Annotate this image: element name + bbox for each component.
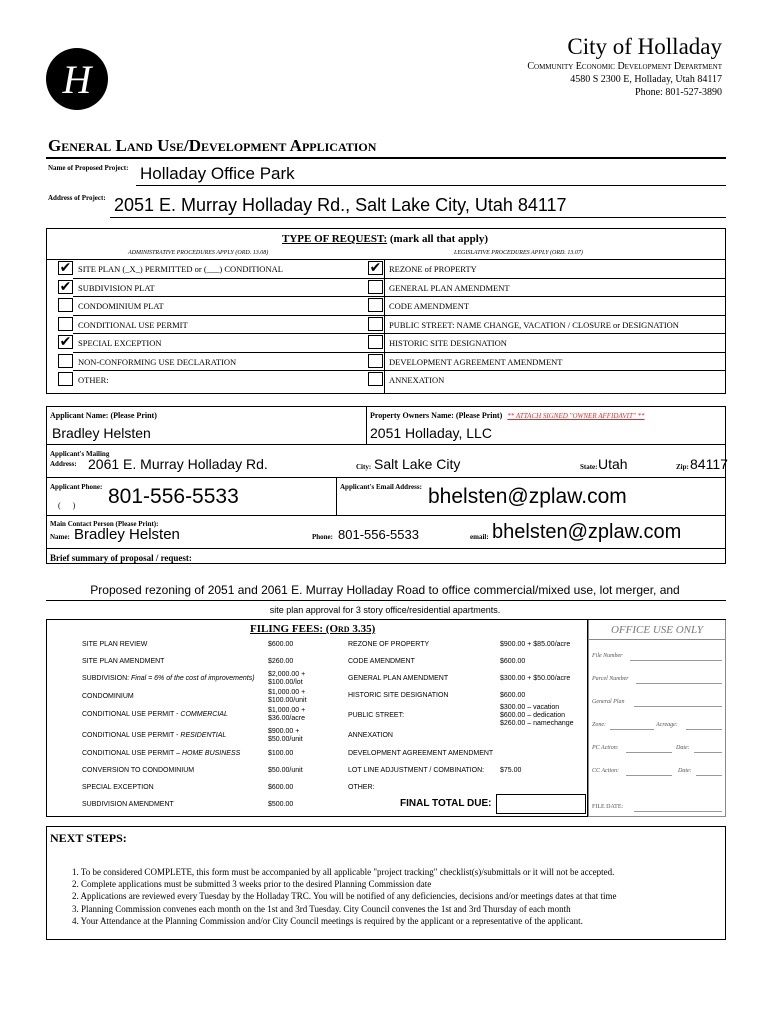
state-label: State: <box>580 463 598 471</box>
city-name: City of Holladay <box>567 34 722 59</box>
logo-letters: H <box>62 56 92 102</box>
next-steps-list <box>72 866 724 927</box>
mailing-label: Applicant's Mailing Address: <box>50 450 110 468</box>
admin-checkbox-3[interactable] <box>58 317 73 331</box>
main-contact-phone-label: Phone: <box>312 533 333 541</box>
admin-checkbox-4[interactable]: ✔ <box>59 334 72 350</box>
fee-left-value-0: $600.00 <box>268 641 294 648</box>
office-general-plan: General Plan <box>592 699 625 705</box>
fee-right-label-2: GENERAL PLAN AMENDMENT <box>348 675 449 682</box>
project-address-label: Address of Project: <box>48 194 106 202</box>
fee-left-label-4: CONDITIONAL USE PERMIT - COMMERCIAL <box>82 711 228 718</box>
fee-left-value-5: $900.00 + $50.00/unit <box>268 728 303 743</box>
legislative-item-label-1: GENERAL PLAN AMENDMENT <box>389 282 510 293</box>
applicant-phone-paren: ( ) <box>58 501 76 510</box>
project-address-field[interactable]: 2051 E. Murray Holladay Rd., Salt Lake City, Utah 84117 <box>114 195 567 215</box>
office-date-2: Date: <box>678 768 692 774</box>
legislative-checkbox-2[interactable] <box>368 298 383 312</box>
city-label: City: <box>356 463 372 471</box>
main-contact-name-field[interactable]: Bradley Helsten <box>74 526 180 543</box>
fee-right-label-3: HISTORIC SITE DESIGNATION <box>348 692 449 699</box>
fee-right-label-1: CODE AMENDMENT <box>348 658 415 665</box>
fee-right-value-0: $900.00 + $85.00/acre <box>500 641 571 648</box>
final-total-field[interactable] <box>496 794 586 814</box>
office-file-number: File Number <box>592 653 623 659</box>
fee-left-value-9: $500.00 <box>268 801 294 808</box>
office-pc-action-line[interactable] <box>626 752 672 753</box>
fee-right-value-7: $75.00 <box>500 767 522 774</box>
next-step-item: 2. Applications are reviewed every Tuesday by the Holladay TRC. You will be notified of any deficiencies, decisions and/or meetings dates at that time <box>72 891 617 902</box>
city-logo <box>46 48 108 110</box>
main-contact-name-label: Name: <box>50 533 70 541</box>
admin-item-label-1: SUBDIVISION PLAT <box>78 282 155 293</box>
fee-left-value-1: $260.00 <box>268 658 294 665</box>
applicant-phone-label: Applicant Phone: <box>50 483 103 491</box>
office-use-box <box>588 620 726 817</box>
next-step-item: 2. Complete applications must be submitted 3 weeks prior to the desired Planning Commission date <box>72 879 432 890</box>
admin-item-label-5: NON-CONFORMING USE DECLARATION <box>78 356 237 367</box>
fee-right-value-2: $300.00 + $50.00/acre <box>500 675 571 682</box>
form-title: General Land Use/Development Application <box>48 136 377 155</box>
next-step-item: 4. Your Attendance at the Planning Commission and/or City Council meetings is required by the applicant or a representative of the applicant. <box>72 915 583 926</box>
fee-left-value-7: $50.00/unit <box>268 767 303 774</box>
fee-right-value-4: $300.00 – vacation $600.00 – dedication $260.00 – namechange <box>500 704 574 727</box>
legislative-checkbox-6[interactable] <box>368 372 383 386</box>
legislative-checkbox-4[interactable] <box>368 335 383 349</box>
admin-item-label-0: SITE PLAN (_X_) PERMITTED or (___) CONDITIONAL <box>78 264 283 274</box>
legislative-item-label-4: HISTORIC SITE DESIGNATION <box>389 338 507 348</box>
property-owner-label: Property Owners Name: (Please Print) ** ATTACH SIGNED "OWNER AFFIDAVIT" ** <box>370 411 645 420</box>
main-contact-phone-field[interactable]: 801-556-5533 <box>338 527 419 542</box>
admin-checkbox-5[interactable] <box>58 354 73 368</box>
fee-right-label-7: LOT LINE ADJUSTMENT / COMBINATION: <box>348 767 485 774</box>
office-zone-line[interactable] <box>610 729 654 730</box>
property-owner-field[interactable]: 2051 Holladay, LLC <box>370 425 492 441</box>
owner-affidavit-note: ** ATTACH SIGNED "OWNER AFFIDAVIT" ** <box>507 412 645 420</box>
office-file-date: FILE DATE: <box>592 804 624 810</box>
next-steps-heading: NEXT STEPS: <box>50 831 127 845</box>
fee-right-label-8: OTHER: <box>348 784 375 791</box>
office-date-1-line[interactable] <box>694 752 722 753</box>
fee-right-value-1: $600.00 <box>500 658 526 665</box>
office-use-heading: OFFICE USE ONLY <box>610 624 704 636</box>
legislative-checkbox-0[interactable]: ✔ <box>369 260 382 276</box>
admin-item-label-2: CONDOMINIUM PLAT <box>78 301 164 311</box>
office-date-2-line[interactable] <box>696 775 722 776</box>
office-acreage: Acreage: <box>656 722 678 728</box>
admin-item-label-4: SPECIAL EXCEPTION <box>78 338 162 348</box>
main-contact-email-label: email: <box>470 533 489 541</box>
title-rule <box>46 157 726 159</box>
fee-left-value-8: $600.00 <box>268 784 294 791</box>
legislative-checkbox-1[interactable] <box>368 280 383 294</box>
office-cc-action: CC Action: <box>592 768 620 774</box>
fee-right-label-5: ANNEXATION <box>348 732 393 739</box>
filing-fees-heading: FILING FEES: (Ord 3.35) <box>250 623 376 635</box>
department-name: Community Economic Development Department <box>527 61 722 72</box>
main-contact-email-field[interactable]: bhelsten@zplaw.com <box>492 521 682 543</box>
admin-item-label-3: CONDITIONAL USE PERMIT <box>78 319 188 330</box>
admin-checkbox-2[interactable] <box>58 298 73 312</box>
fee-left-value-2: $2,000.00 + $100.00/lot <box>268 671 306 686</box>
summary-label: Brief summary of proposal / request: <box>50 553 192 563</box>
fee-right-label-0: REZONE OF PROPERTY <box>348 641 430 648</box>
next-step-item: 1. To be considered COMPLETE, this form must be accompanied by all applicable "project tracking" checklist(s)/submittals or it will not be accepted. <box>72 867 615 877</box>
applicant-email-field[interactable]: bhelsten@zplaw.com <box>428 485 627 508</box>
office-acreage-line[interactable] <box>686 729 722 730</box>
legislative-item-label-3: PUBLIC STREET: NAME CHANGE, VACATION / CLOSURE or DESIGNATION <box>389 319 679 330</box>
office-general-plan-line[interactable] <box>634 706 722 707</box>
office-file-number-line[interactable] <box>630 660 722 661</box>
office-date-1: Date: <box>676 745 690 751</box>
applicant-name-label: Applicant Name: (Please Print) <box>50 411 157 420</box>
fee-left-label-8: SPECIAL EXCEPTION <box>82 784 154 791</box>
legislative-procedures-heading: LEGISLATIVE PROCEDURES APPLY (ORD. 13.07) <box>454 250 583 256</box>
admin-checkbox-6[interactable] <box>58 372 73 386</box>
fee-left-label-7: CONVERSION TO CONDOMINIUM <box>82 767 195 774</box>
state-field[interactable]: Utah <box>598 456 628 472</box>
fee-left-label-5: CONDITIONAL USE PERMIT - RESIDENTIAL <box>82 732 227 739</box>
office-cc-action-line[interactable] <box>626 775 672 776</box>
admin-item-label-6: OTHER: <box>78 375 109 385</box>
admin-checkbox-0[interactable]: ✔ <box>59 260 72 276</box>
admin-procedures-heading: ADMINISTRATIVE PROCEDURES APPLY (ORD. 13.08) <box>128 250 269 256</box>
project-name-label: Name of Proposed Project: <box>48 164 129 172</box>
project-name-field[interactable]: Holladay Office Park <box>140 164 295 183</box>
fee-left-value-6: $100.00 <box>268 750 294 757</box>
fee-right-label-4: PUBLIC STREET: <box>348 712 405 719</box>
legislative-checkbox-3[interactable] <box>368 317 383 331</box>
legislative-item-label-0: REZONE of PROPERTY <box>389 264 477 274</box>
zip-label: Zip: <box>676 463 689 471</box>
fee-left-label-2: SUBDIVISION: Final = 6% of the cost of improvements) <box>82 675 255 682</box>
summary-line-1[interactable]: Proposed rezoning of 2051 and 2061 E. Murray Holladay Road to office commercial/mixed use, lot merger, and <box>90 583 680 597</box>
fee-right-label-6: DEVELOPMENT AGREEMENT AMENDMENT <box>348 750 494 757</box>
city-address: 4580 S 2300 E, Holladay, Utah 84117 <box>570 74 722 85</box>
city-field[interactable]: Salt Lake City <box>374 456 461 472</box>
fee-left-value-4: $1,000.00 + $36.00/acre <box>268 707 306 722</box>
legislative-item-label-2: CODE AMENDMENT <box>389 301 470 311</box>
applicant-phone-field[interactable]: 801-556-5533 <box>108 485 239 508</box>
type-of-request-heading: TYPE OF REQUEST: (mark all that apply) <box>282 233 488 245</box>
fee-left-value-3: $1,000.00 + $100.00/unit <box>268 689 307 704</box>
office-parcel-number: Parcel Number <box>592 676 629 682</box>
fee-left-label-6: CONDITIONAL USE PERMIT – HOME BUSINESS <box>82 750 241 757</box>
final-total-label: FINAL TOTAL DUE: <box>400 798 492 809</box>
office-parcel-number-line[interactable] <box>636 683 722 684</box>
fee-left-label-1: SITE PLAN AMENDMENT <box>82 658 165 665</box>
admin-checkbox-1[interactable]: ✔ <box>59 278 72 295</box>
zip-field[interactable]: 84117 <box>690 456 728 472</box>
fee-left-label-9: SUBDIVISION AMENDMENT <box>82 801 174 808</box>
fee-right-value-3: $600.00 <box>500 692 526 699</box>
legislative-item-label-5: DEVELOPMENT AGREEMENT AMENDMENT <box>389 356 563 367</box>
summary-line-2[interactable]: site plan approval for 3 story office/residential apartments. <box>269 605 501 615</box>
applicant-email-label: Applicant's Email Address: <box>340 483 422 491</box>
fee-left-label-0: SITE PLAN REVIEW <box>82 641 148 648</box>
city-phone: Phone: 801-527-3890 <box>635 87 722 98</box>
mailing-address-field[interactable]: 2061 E. Murray Holladay Rd. <box>88 456 268 472</box>
office-zone: Zone: <box>592 722 606 728</box>
legislative-item-label-6: ANNEXATION <box>389 375 445 385</box>
office-file-date-line[interactable] <box>634 811 722 812</box>
main-contact-label: Main Contact Person (Please Print): <box>50 520 159 528</box>
fee-left-label-3: CONDOMINIUM <box>82 693 134 700</box>
office-pc-action: PC Action: <box>592 745 619 751</box>
next-step-item: 3. Planning Commission convenes each month on the 1st and 3rd Tuesday. City Council convenes the 1st and 3rd Thursday of each month <box>72 903 571 914</box>
legislative-checkbox-5[interactable] <box>368 354 383 368</box>
applicant-name-field[interactable]: Bradley Helsten <box>52 425 151 441</box>
